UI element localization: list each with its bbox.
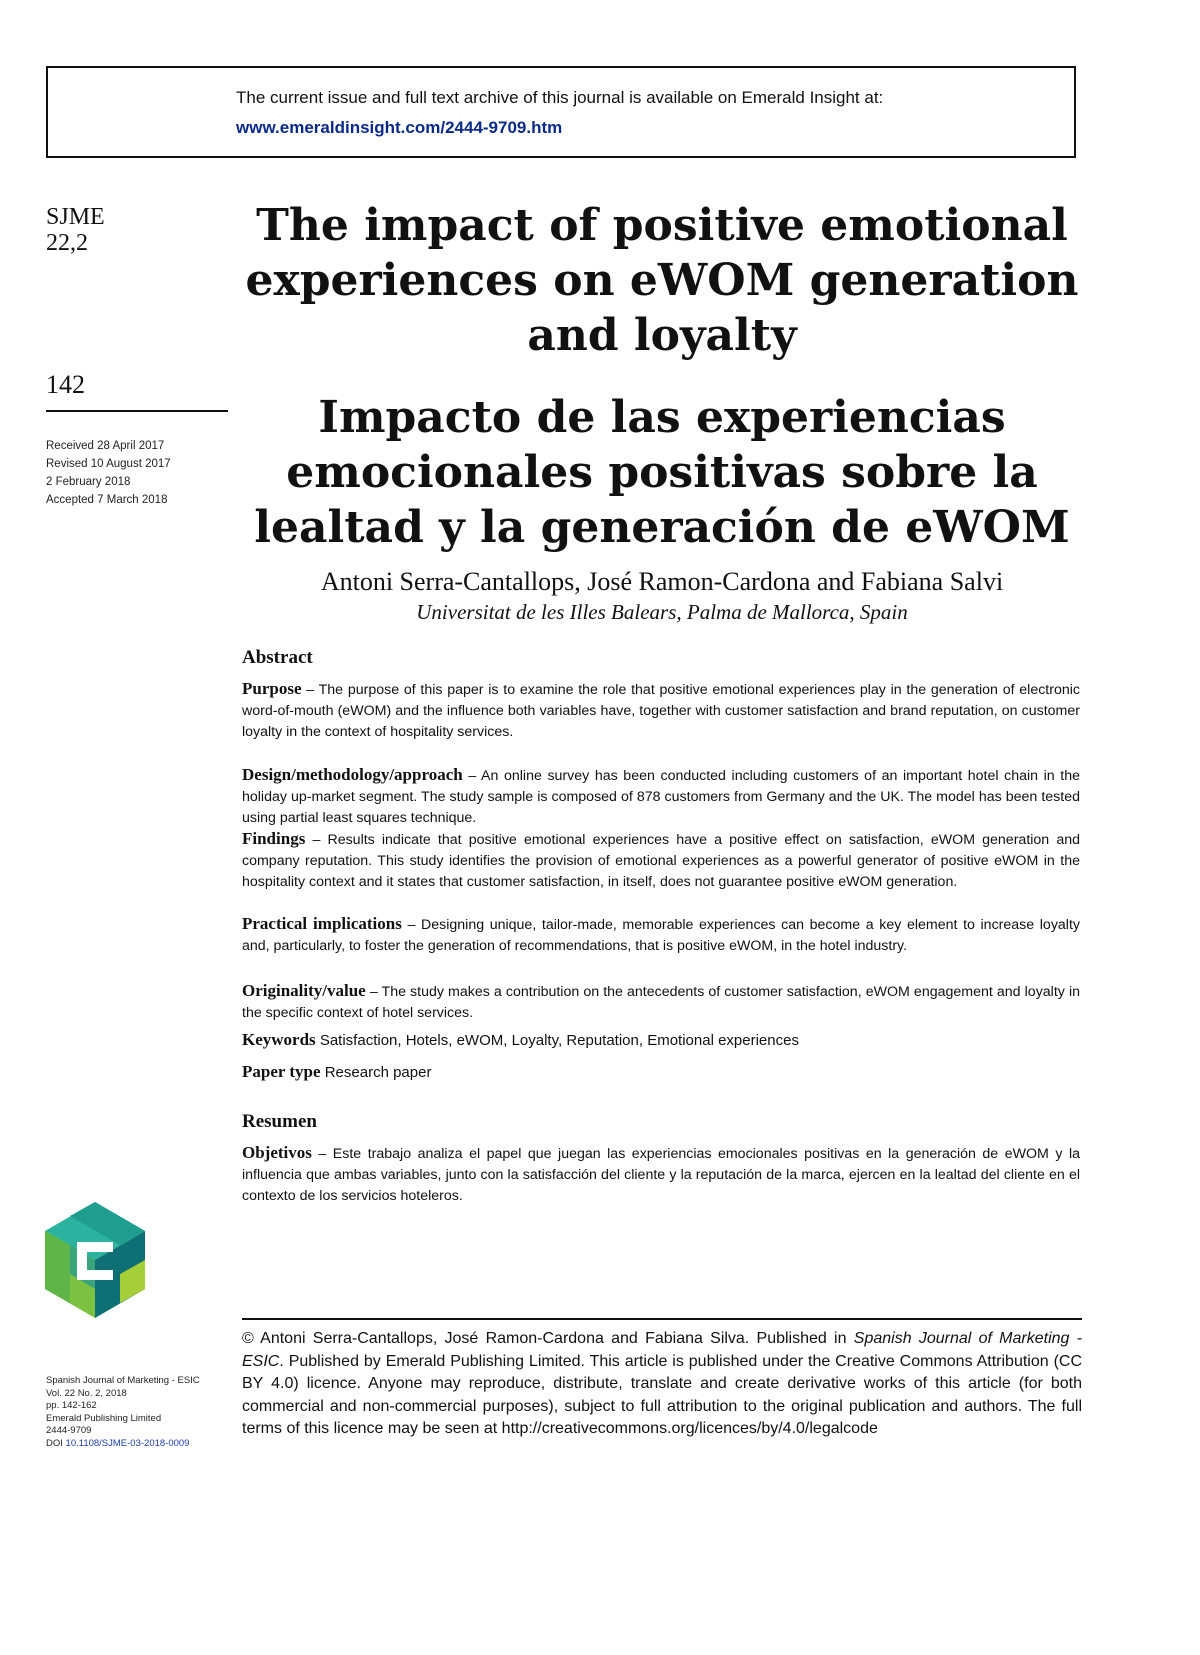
journal-url-link[interactable]: www.emeraldinsight.com/2444-9709.htm <box>236 118 563 137</box>
journal-volume-issue: 22,2 <box>46 230 88 256</box>
doi-label: DOI <box>46 1437 63 1449</box>
journal-code-abbrev: SJME <box>46 204 105 230</box>
design-text: – An online survey has been conducted including customers of an important hotel chain in the holiday up-market segment. The study sample is composed of 878 customers from Germany and the UK. The model has been tested using partial least squares technique. <box>242 768 1080 826</box>
date-accepted: Accepted 7 March 2018 <box>46 494 168 506</box>
practical-label: Practical implications <box>242 914 402 933</box>
publication-info <box>46 1375 226 1450</box>
title-en-line-1: The impact of positive emotional <box>256 200 1068 251</box>
abstract-purpose <box>242 678 1080 743</box>
license-part-2: . Published by Emerald Publishing Limited. This article is published under the Creative Commons Attribution (CC BY 4.0) licence. Anyone may reproduce, distribute, translate and create derivative works of this article (for both commercial and non-commercial purposes), subject to full attribution to the original publication and authors. The full terms of this licence may be seen at http://creativecommons.org/licences/by/4.0/legalcode <box>242 1352 1082 1437</box>
journal-code <box>46 204 105 256</box>
abstract-practical <box>242 913 1080 957</box>
practical-text: – Designing unique, tailor-made, memorable experiences can become a key element to increase loyalty and, particularly, to foster the generation of recommendations, that is positive eWOM, in the hotel industry. <box>242 917 1080 954</box>
article-title-english <box>242 198 1082 363</box>
originality-text: – The study makes a contribution on the antecedents of customer satisfaction, eWOM engagement and loyalty in the specific context of hotel services. <box>242 984 1080 1021</box>
pubinfo-journal: Spanish Journal of Marketing - ESIC <box>46 1375 200 1386</box>
page-number: 142 <box>46 370 85 399</box>
license-journal: Spanish Journal of Marketing - ESIC <box>242 1330 1083 1370</box>
resumen-objetivos <box>242 1142 1080 1207</box>
keywords-text: Satisfaction, Hotels, eWOM, Loyalty, Reputation, Emotional experiences <box>315 1032 799 1049</box>
objetivos-text: – Este trabajo analiza el papel que juegan las experiencias emocionales positivas en la generación de eWOM y la influencia que ambas variables, junto con la satisfacción del cliente y la reputación de la marca, ejercen en la lealtad del cliente en el contexto de los servicios hoteleros. <box>242 1146 1080 1204</box>
purpose-text: – The purpose of this paper is to examine the role that positive emotional experiences play in the generation of electronic word-of-mouth (eWOM) and the influence both variables have, together with customer satisfaction and brand reputation, on customer loyalty in the context of hospitality services. <box>242 682 1080 740</box>
findings-text: – Results indicate that positive emotional experiences have a positive effect on satisfaction, eWOM generation and company reputation. This study identifies the provision of emotional experiences as a powerful generator of positive eWOM in the hospitality context and it states that customer satisfaction, in itself, does not guarantee positive eWOM generation. <box>242 832 1080 890</box>
abstract-originality <box>242 980 1080 1024</box>
license-statement <box>242 1328 1082 1441</box>
sidebar-divider <box>46 410 228 412</box>
article-title-spanish <box>242 390 1082 555</box>
article-dates <box>46 437 226 509</box>
abstract-design <box>242 764 1080 829</box>
abstract-findings <box>242 828 1080 893</box>
design-label: Design/methodology/approach <box>242 765 463 784</box>
pubinfo-issn: 2444-9709 <box>46 1425 92 1436</box>
title-es-line-2: emocionales positivas sobre la <box>286 447 1038 498</box>
date-received: Received 28 April 2017 <box>46 440 165 452</box>
paper-type-text: Research paper <box>320 1064 432 1081</box>
abstract-heading: Abstract <box>242 647 313 668</box>
date-revised-2: 2 February 2018 <box>46 476 131 488</box>
pubinfo-publisher: Emerald Publishing Limited <box>46 1412 162 1424</box>
resumen-heading: Resumen <box>242 1111 317 1132</box>
journal-notice-box <box>46 66 1076 158</box>
pubinfo-volume: Vol. 22 No. 2, 2018 <box>46 1387 127 1399</box>
notice-text: The current issue and full text archive of this journal is available on Emerald Insight at: <box>236 88 884 107</box>
title-es-line-3: lealtad y la generación de eWOM <box>254 502 1070 553</box>
title-en-line-3: and loyalty <box>527 310 797 361</box>
date-revised: Revised 10 August 2017 <box>46 458 171 470</box>
purpose-label: Purpose <box>242 679 302 698</box>
keywords-label: Keywords <box>242 1030 316 1049</box>
paper-type <box>242 1062 1080 1082</box>
pubinfo-doi <box>46 1438 226 1451</box>
title-en-line-2: experiences on eWOM generation <box>245 255 1079 306</box>
license-divider <box>242 1318 1082 1320</box>
title-es-line-1: Impacto de las experiencias <box>318 392 1006 443</box>
license-part-1: © Antoni Serra-Cantallops, José Ramon-Cardona and Fabiana Silva. Published in <box>242 1330 854 1347</box>
emerald-publishing-logo <box>43 1200 147 1320</box>
originality-label: Originality/value <box>242 981 366 1000</box>
affiliation: Universitat de les Illes Balears, Palma de Mallorca, Spain <box>416 600 908 624</box>
objetivos-label: Objetivos <box>242 1143 312 1162</box>
paper-type-label: Paper type <box>242 1062 321 1081</box>
keywords <box>242 1030 1080 1050</box>
authors: Antoni Serra-Cantallops, José Ramon-Cardona and Fabiana Salvi <box>320 567 1004 596</box>
pubinfo-pages: pp. 142-162 <box>46 1400 97 1411</box>
findings-label: Findings <box>242 829 306 848</box>
doi-link[interactable]: 10.1108/SJME-03-2018-0009 <box>65 1437 190 1449</box>
